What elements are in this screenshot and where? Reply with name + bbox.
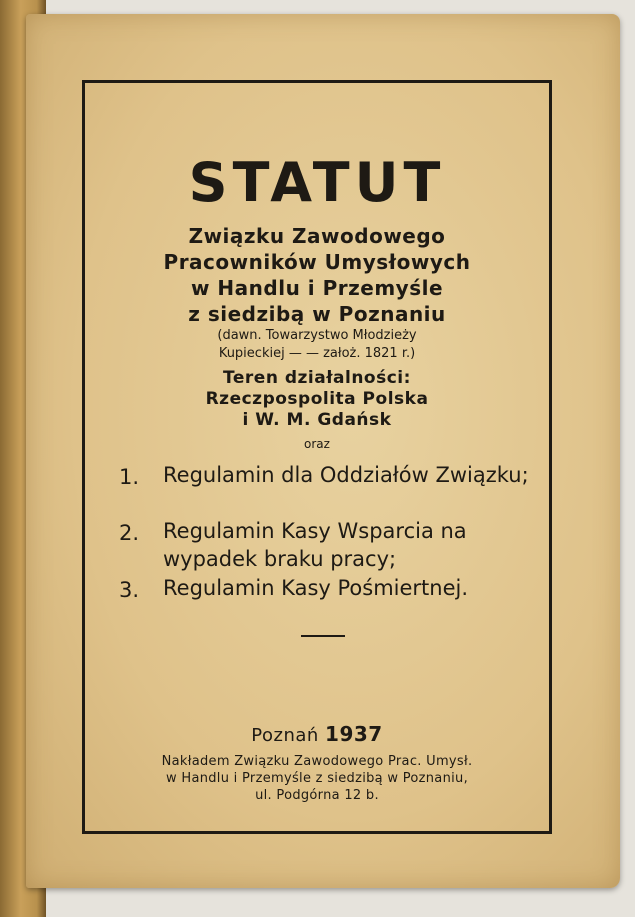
imprint-line: w Handlu i Przemyśle z siedzibą w Poznaniu, bbox=[166, 771, 468, 786]
place-and-year bbox=[85, 722, 549, 746]
historical-note bbox=[85, 327, 549, 363]
list-item-number: 2. bbox=[119, 521, 140, 545]
list-item bbox=[115, 574, 535, 602]
page-title: STATUT bbox=[188, 151, 446, 214]
place-name: Poznań bbox=[251, 725, 319, 746]
subtitle-line: Związku Zawodowego bbox=[188, 224, 446, 248]
list-item bbox=[115, 517, 535, 574]
area-of-activity bbox=[85, 368, 549, 431]
list-item-text: Regulamin Kasy Pośmiertnej. bbox=[163, 576, 469, 600]
list-item-text: Regulamin Kasy Wsparcia na wypadek braku pracy; bbox=[163, 519, 467, 571]
publication-year: 1937 bbox=[325, 722, 383, 746]
document-page bbox=[26, 14, 620, 888]
imprint-line: Nakładem Związku Zawodowego Prac. Umysł. bbox=[161, 754, 473, 769]
subtitle-block bbox=[85, 223, 549, 327]
page-border-frame bbox=[82, 80, 552, 834]
area-line: Rzeczpospolita Polska bbox=[205, 389, 429, 409]
divider-rule bbox=[301, 635, 345, 637]
subtitle-line: w Handlu i Przemyśle bbox=[190, 276, 444, 300]
subtitle-line: Pracowników Umysłowych bbox=[163, 250, 471, 274]
list-item-number: 3. bbox=[119, 578, 140, 602]
note-line: (dawn. Towarzystwo Młodzieży bbox=[217, 328, 417, 343]
list-item-number: 1. bbox=[119, 465, 140, 489]
list-item bbox=[115, 461, 535, 517]
conjunction-text: oraz bbox=[304, 437, 330, 451]
area-line: Teren działalności: bbox=[223, 368, 411, 388]
regulations-list bbox=[115, 461, 535, 602]
publisher-imprint bbox=[85, 753, 549, 804]
subtitle-line: z siedzibą w Poznaniu bbox=[188, 302, 446, 326]
area-line: i W. M. Gdańsk bbox=[242, 410, 392, 430]
imprint-line: ul. Podgórna 12 b. bbox=[255, 788, 379, 803]
note-line: Kupieckiej — — założ. 1821 r.) bbox=[218, 346, 416, 361]
list-item-text: Regulamin dla Oddziałów Związku; bbox=[163, 463, 529, 487]
